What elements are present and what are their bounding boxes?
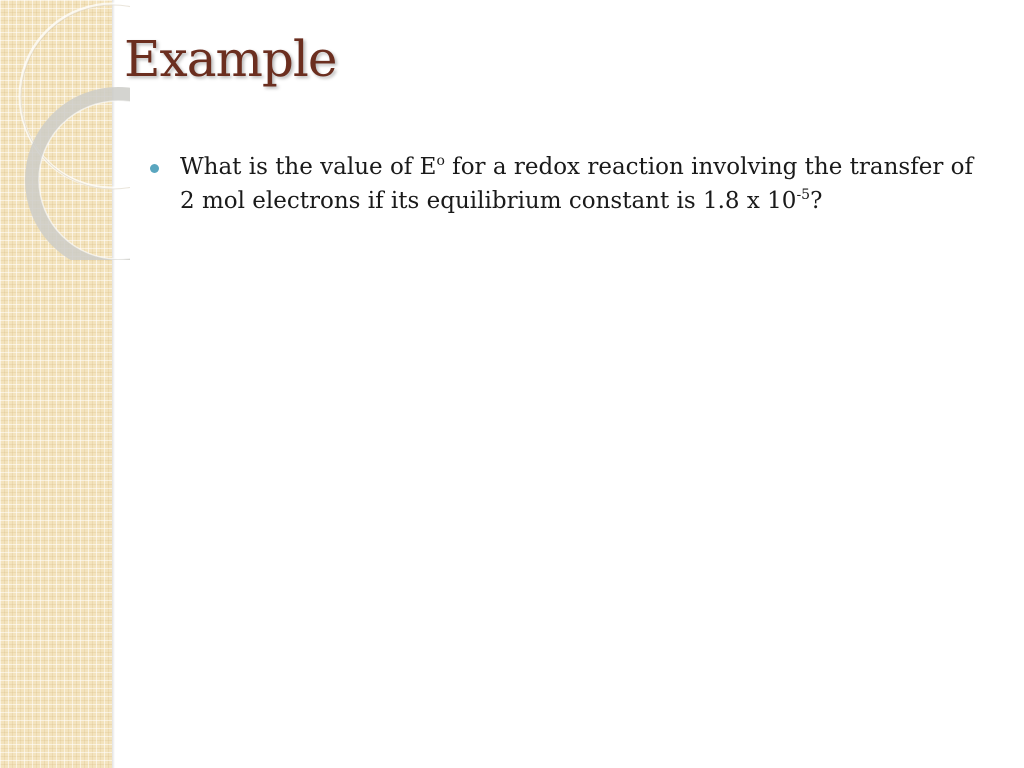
- question-text-part2: for a redox reaction involving the transfer of 2 mol electrons if its equilibrium constant is 1.8 x 10: [180, 154, 973, 214]
- ring-lower: [32, 94, 130, 260]
- list-item: [148, 150, 988, 218]
- page-title: Example: [124, 30, 337, 88]
- standard-state-superscript: o: [436, 153, 445, 169]
- decorative-rings-icon: [0, 0, 130, 260]
- exponent-superscript: -5: [796, 187, 811, 203]
- bullet-list: [148, 150, 988, 218]
- bullet-dot-icon: [150, 164, 159, 173]
- question-text-part3: ?: [810, 188, 823, 214]
- question-text-part1: What is the value of E: [180, 154, 437, 180]
